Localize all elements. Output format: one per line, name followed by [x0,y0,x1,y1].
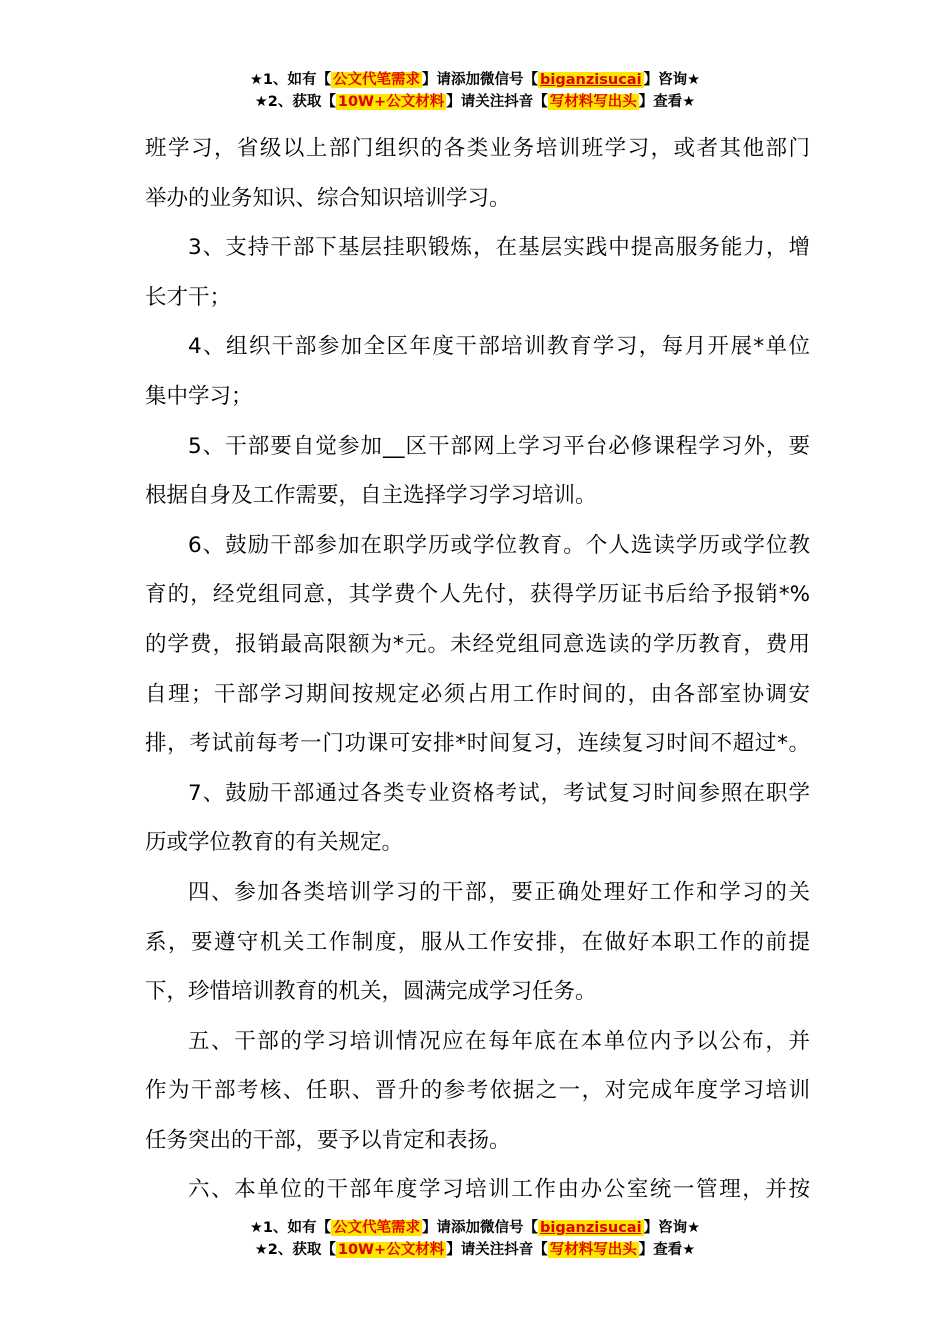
paragraph-line: 自理；干部学习期间按规定必须占用工作时间的，由各部室协调安 [145,681,810,707]
paragraph-line: 3、支持干部下基层挂职锻炼，在基层实践中提高服务能力，增 [188,235,810,261]
banner-text: 】请添加微信号【 [422,72,539,88]
highlight-materials: 10W+公文材料 [337,1242,445,1258]
banner-line-2 [0,1239,950,1261]
paragraph-line: 六、本单位的干部年度学习培训工作由办公室统一管理，并按 [188,1177,810,1203]
paragraph-line: 6、鼓励干部参加在职学历或学位教育。个人选读学历或学位教 [188,532,810,558]
paragraph-line: 4、组织干部参加全区年度干部培训教育学习，每月开展*单位 [188,334,810,360]
banner-text: ★1、如有【 [249,1220,332,1236]
header-banner [0,69,950,113]
paragraph-line: 长才干； [145,284,232,310]
banner-text: 】查看★ [638,1242,696,1258]
banner-text: 】查看★ [638,94,696,110]
paragraph-line: 作为干部考核、任职、晋升的参考依据之一，对完成年度学习培训 [145,1078,810,1104]
banner-text: 】咨询★ [643,1220,701,1236]
paragraph-line: 历或学位教育的有关规定。 [145,830,404,856]
wechat-id: biganzisucai [540,72,642,88]
banner-text: ★1、如有【 [249,72,332,88]
paragraph-line: 集中学习； [145,383,253,409]
banner-line-1 [0,69,950,91]
banner-text: 】请关注抖音【 [446,1242,548,1258]
paragraph-line: 排，考试前每考一门功课可安排*时间复习，连续复习时间不超过*。 [145,731,810,757]
highlight-materials: 10W+公文材料 [337,94,445,110]
banner-text: ★2、获取【 [254,1242,336,1258]
paragraph-line: 下，珍惜培训教育的机关，圆满完成学习任务。 [145,979,597,1005]
banner-text: 】请关注抖音【 [446,94,548,110]
banner-text: ★2、获取【 [254,94,336,110]
paragraph-line: 7、鼓励干部通过各类专业资格考试，考试复习时间参照在职学 [188,780,810,806]
banner-text: 】请添加微信号【 [422,1220,539,1236]
banner-text: 】咨询★ [643,72,701,88]
paragraph-line: 的学费，报销最高限额为*元。未经党组同意选读的学历教育，费用 [145,631,810,657]
douyin-account: 写材料写出头 [549,1242,637,1258]
wechat-id: biganzisucai [540,1220,642,1236]
footer-banner [0,1217,950,1261]
paragraph-line: 班学习，省级以上部门组织的各类业务培训班学习，或者其他部门 [145,136,810,161]
highlight-service: 公文代笔需求 [333,72,421,88]
banner-line-2 [0,91,950,113]
paragraph-line: 四、参加各类培训学习的干部，要正确处理好工作和学习的关 [188,879,810,905]
paragraph-line: 育的，经党组同意，其学费个人先付，获得学历证书后给予报销*% [145,582,810,608]
paragraph-line: 5、干部要自觉参加__区干部网上学习平台必修课程学习外，要 [188,433,810,459]
paragraph-line: 五、干部的学习培训情况应在每年底在本单位内予以公布，并 [188,1028,810,1054]
paragraph-line: 举办的业务知识、综合知识培训学习。 [145,185,511,211]
paragraph-line: 系，要遵守机关工作制度，服从工作安排，在做好本职工作的前提 [145,929,810,955]
douyin-account: 写材料写出头 [549,94,637,110]
highlight-service: 公文代笔需求 [333,1220,421,1236]
document-body [145,124,810,1215]
paragraph-line: 任务突出的干部，要予以肯定和表扬。 [145,1127,511,1153]
paragraph-line: 根据自身及工作需要，自主选择学习学习培训。 [145,483,597,509]
banner-line-1 [0,1217,950,1239]
